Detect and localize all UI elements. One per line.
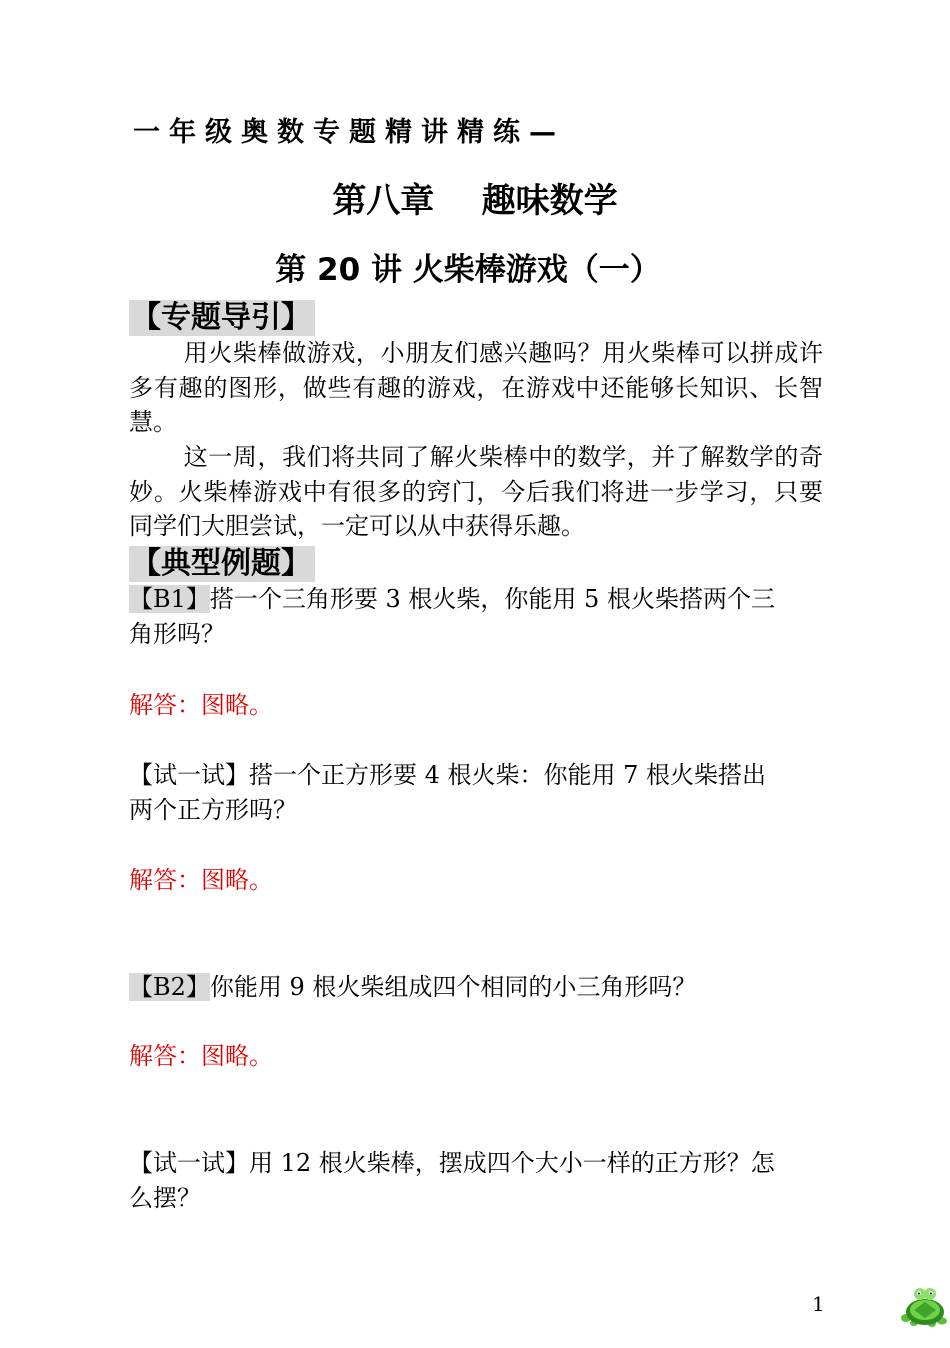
example-b1-question <box>129 582 775 617</box>
example-b1-answer: 解答：图略。 <box>129 691 273 719</box>
page-number: 1 <box>812 1292 825 1316</box>
example-b2-text: 你能用 9 根火柴组成四个相同的小三角形吗？ <box>209 973 697 1001</box>
try-it-2-line2: 么摆？ <box>129 1184 201 1212</box>
try-it-1-line1: 【试一试】搭一个正方形要 4 根火柴：你能用 7 根火柴搭出 <box>129 761 767 789</box>
example-b2-question <box>129 970 696 1005</box>
lesson-title: 第 20 讲 火柴棒游戏（一） <box>275 252 661 288</box>
try-it-1-line2: 两个正方形吗？ <box>129 796 297 824</box>
try-it-1-answer: 解答：图略。 <box>129 866 273 894</box>
series-title: 一年级奥数专题精讲精练— <box>133 117 565 148</box>
try-it-2-line1: 【试一试】用 12 根火柴棒，摆成四个大小一样的正方形？怎 <box>129 1149 775 1177</box>
chapter-title: 第八章 趣味数学 <box>332 181 618 221</box>
example-b2-answer: 解答：图略。 <box>129 1042 273 1070</box>
example-b1-text-line1: 搭一个三角形要 3 根火柴，你能用 5 根火柴搭两个三 <box>209 585 775 613</box>
example-b1-text-line2: 角形吗？ <box>129 620 225 648</box>
intro-paragraph-1-text: 用火柴棒做游戏，小朋友们感兴趣吗？用火柴棒可以拼成许多有趣的图形，做些有趣的游戏，在游戏中还能够长知识、长智慧。 <box>129 339 823 436</box>
intro-paragraph-1 <box>129 336 823 440</box>
intro-heading: 【专题导引】 <box>129 300 315 336</box>
example-b1-tag: 【B1】 <box>129 585 210 613</box>
examples-heading: 【典型例题】 <box>129 546 315 582</box>
turtle-icon <box>900 1288 950 1328</box>
intro-paragraph-2 <box>129 440 823 544</box>
example-b2-tag: 【B2】 <box>129 973 210 1001</box>
intro-paragraph-2-text: 这一周，我们将共同了解火柴棒中的数学，并了解数学的奇妙。火柴棒游戏中有很多的窍门，今后我们将进一步学习，只要同学们大胆尝试，一定可以从中获得乐趣。 <box>129 443 823 540</box>
